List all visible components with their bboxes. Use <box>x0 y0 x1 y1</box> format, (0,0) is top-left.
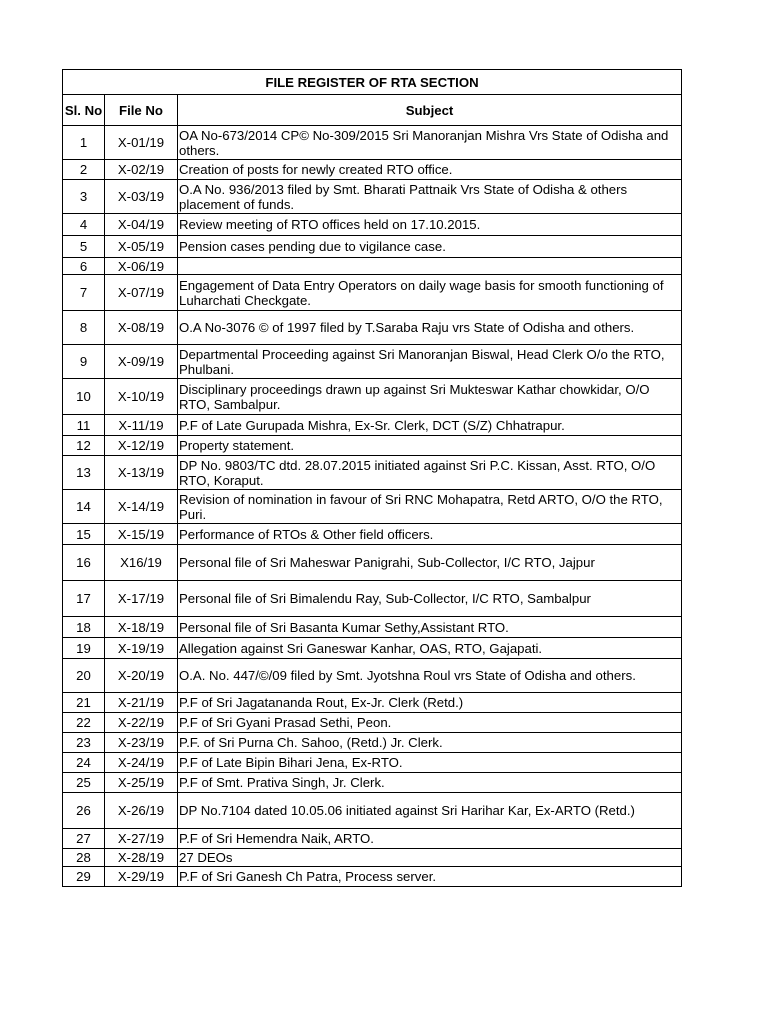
table-row <box>63 126 682 160</box>
table-title: FILE REGISTER OF RTA SECTION <box>63 70 682 95</box>
file-no-cell: X-22/19 <box>105 713 178 733</box>
file-no-cell: X-01/19 <box>105 126 178 160</box>
subject-cell: Revision of nomination in favour of Sri RNC Mohapatra, Retd ARTO, O/O the RTO, Puri. <box>178 490 682 524</box>
file-no-cell: X-02/19 <box>105 160 178 180</box>
subject-cell: Creation of posts for newly created RTO office. <box>178 160 682 180</box>
table-row <box>63 160 682 180</box>
file-no-cell: X-23/19 <box>105 733 178 753</box>
subject-cell: O.A No. 936/2013 filed by Smt. Bharati Pattnaik Vrs State of Odisha & others placement of funds. <box>178 180 682 214</box>
sl-no-cell: 23 <box>63 733 105 753</box>
table-body <box>63 126 682 887</box>
file-no-cell: X-11/19 <box>105 415 178 436</box>
file-no-cell: X-14/19 <box>105 490 178 524</box>
sl-no-cell: 20 <box>63 659 105 693</box>
table-row <box>63 236 682 258</box>
table-row <box>63 275 682 311</box>
sl-no-cell: 12 <box>63 436 105 456</box>
table-row <box>63 311 682 345</box>
sl-no-cell: 9 <box>63 345 105 379</box>
sl-no-cell: 7 <box>63 275 105 311</box>
table-row <box>63 581 682 617</box>
subject-cell: P.F of Sri Ganesh Ch Patra, Process server. <box>178 867 682 887</box>
table-row <box>63 379 682 415</box>
file-no-cell: X-03/19 <box>105 180 178 214</box>
header-sl-no: Sl. No <box>63 95 105 126</box>
sl-no-cell: 4 <box>63 214 105 236</box>
table-row <box>63 524 682 545</box>
file-no-cell: X-26/19 <box>105 793 178 829</box>
sl-no-cell: 25 <box>63 773 105 793</box>
table-row <box>63 867 682 887</box>
table-row <box>63 258 682 275</box>
sl-no-cell: 1 <box>63 126 105 160</box>
table-row <box>63 180 682 214</box>
subject-cell: Personal file of Sri Maheswar Panigrahi, Sub-Collector, I/C RTO, Jajpur <box>178 545 682 581</box>
file-register-table <box>62 69 682 887</box>
subject-cell: Allegation against Sri Ganeswar Kanhar, OAS, RTO, Gajapati. <box>178 638 682 659</box>
file-no-cell: X-27/19 <box>105 829 178 849</box>
file-no-cell: X-10/19 <box>105 379 178 415</box>
sl-no-cell: 19 <box>63 638 105 659</box>
sl-no-cell: 2 <box>63 160 105 180</box>
file-no-cell: X-05/19 <box>105 236 178 258</box>
sl-no-cell: 8 <box>63 311 105 345</box>
file-no-cell: X-04/19 <box>105 214 178 236</box>
file-no-cell: X-15/19 <box>105 524 178 545</box>
file-no-cell: X-19/19 <box>105 638 178 659</box>
header-subject: Subject <box>178 95 682 126</box>
file-no-cell: X-28/19 <box>105 849 178 867</box>
subject-cell: P.F of Sri Hemendra Naik, ARTO. <box>178 829 682 849</box>
sl-no-cell: 21 <box>63 693 105 713</box>
title-row <box>63 70 682 95</box>
file-no-cell: X-13/19 <box>105 456 178 490</box>
sl-no-cell: 29 <box>63 867 105 887</box>
table-row <box>63 693 682 713</box>
sl-no-cell: 26 <box>63 793 105 829</box>
subject-cell: Pension cases pending due to vigilance case. <box>178 236 682 258</box>
sl-no-cell: 16 <box>63 545 105 581</box>
file-no-cell: X-21/19 <box>105 693 178 713</box>
subject-cell: OA No-673/2014 CP© No-309/2015 Sri Manoranjan Mishra Vrs State of Odisha and others. <box>178 126 682 160</box>
file-no-cell: X-12/19 <box>105 436 178 456</box>
file-no-cell: X-29/19 <box>105 867 178 887</box>
table-row <box>63 638 682 659</box>
sl-no-cell: 14 <box>63 490 105 524</box>
subject-cell: P.F of Sri Gyani Prasad Sethi, Peon. <box>178 713 682 733</box>
sl-no-cell: 17 <box>63 581 105 617</box>
sl-no-cell: 24 <box>63 753 105 773</box>
table-row <box>63 415 682 436</box>
subject-cell: 27 DEOs <box>178 849 682 867</box>
subject-cell: P.F of Late Bipin Bihari Jena, Ex-RTO. <box>178 753 682 773</box>
table-row <box>63 659 682 693</box>
file-no-cell: X-20/19 <box>105 659 178 693</box>
table-row <box>63 456 682 490</box>
subject-cell: DP No. 9803/TC dtd. 28.07.2015 initiated against Sri P.C. Kissan, Asst. RTO, O/O RTO, Koraput. <box>178 456 682 490</box>
file-no-cell: X-08/19 <box>105 311 178 345</box>
subject-cell: O.A No-3076 © of 1997 filed by T.Saraba Raju vrs State of Odisha and others. <box>178 311 682 345</box>
file-no-cell: X-07/19 <box>105 275 178 311</box>
sl-no-cell: 13 <box>63 456 105 490</box>
subject-cell: P.F. of Sri Purna Ch. Sahoo, (Retd.) Jr. Clerk. <box>178 733 682 753</box>
table-row <box>63 829 682 849</box>
subject-cell: Property statement. <box>178 436 682 456</box>
header-row <box>63 95 682 126</box>
subject-cell: P.F of Smt. Prativa Singh, Jr. Clerk. <box>178 773 682 793</box>
subject-cell: Personal file of Sri Bimalendu Ray, Sub-Collector, I/C RTO, Sambalpur <box>178 581 682 617</box>
file-no-cell: X-09/19 <box>105 345 178 379</box>
sl-no-cell: 28 <box>63 849 105 867</box>
sl-no-cell: 27 <box>63 829 105 849</box>
table-row <box>63 733 682 753</box>
table-row <box>63 214 682 236</box>
table-row <box>63 753 682 773</box>
sl-no-cell: 18 <box>63 617 105 638</box>
table-row <box>63 773 682 793</box>
header-file-no: File No <box>105 95 178 126</box>
subject-cell: Review meeting of RTO offices held on 17.10.2015. <box>178 214 682 236</box>
table-row <box>63 617 682 638</box>
sl-no-cell: 11 <box>63 415 105 436</box>
table-row <box>63 490 682 524</box>
subject-cell: Disciplinary proceedings drawn up against Sri Mukteswar Kathar chowkidar, O/O RTO, Sambalpur. <box>178 379 682 415</box>
subject-cell: Performance of RTOs & Other field officers. <box>178 524 682 545</box>
table-row <box>63 436 682 456</box>
sl-no-cell: 5 <box>63 236 105 258</box>
subject-cell: DP No.7104 dated 10.05.06 initiated against Sri Harihar Kar, Ex-ARTO (Retd.) <box>178 793 682 829</box>
file-no-cell: X-17/19 <box>105 581 178 617</box>
subject-cell: Departmental Proceeding against Sri Manoranjan Biswal, Head Clerk O/o the RTO, Phulbani. <box>178 345 682 379</box>
sl-no-cell: 3 <box>63 180 105 214</box>
subject-cell <box>178 258 682 275</box>
table-row <box>63 713 682 733</box>
subject-cell: P.F of Sri Jagatananda Rout, Ex-Jr. Clerk (Retd.) <box>178 693 682 713</box>
table-row <box>63 345 682 379</box>
file-no-cell: X-24/19 <box>105 753 178 773</box>
table-row <box>63 793 682 829</box>
table-row <box>63 849 682 867</box>
subject-cell: Personal file of Sri Basanta Kumar Sethy,Assistant RTO. <box>178 617 682 638</box>
subject-cell: O.A. No. 447/©/09 filed by Smt. Jyotshna Roul vrs State of Odisha and others. <box>178 659 682 693</box>
file-no-cell: X-18/19 <box>105 617 178 638</box>
sl-no-cell: 10 <box>63 379 105 415</box>
sl-no-cell: 6 <box>63 258 105 275</box>
sl-no-cell: 22 <box>63 713 105 733</box>
subject-cell: P.F of Late Gurupada Mishra, Ex-Sr. Clerk, DCT (S/Z) Chhatrapur. <box>178 415 682 436</box>
table-row <box>63 545 682 581</box>
file-no-cell: X-25/19 <box>105 773 178 793</box>
file-no-cell: X-06/19 <box>105 258 178 275</box>
sl-no-cell: 15 <box>63 524 105 545</box>
subject-cell: Engagement of Data Entry Operators on daily wage basis for smooth functioning of Luharchati Checkgate. <box>178 275 682 311</box>
file-no-cell: X16/19 <box>105 545 178 581</box>
